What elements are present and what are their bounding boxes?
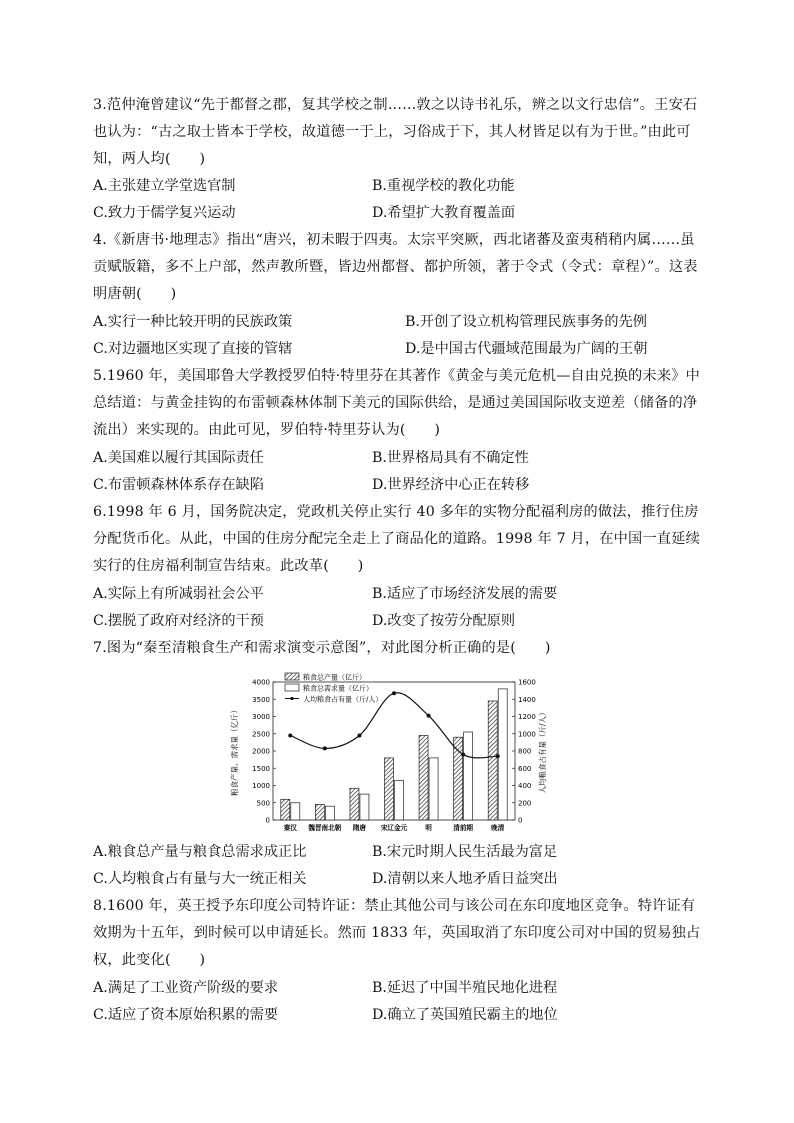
question-6-option-c[interactable]: C.摆脱了政府对经济的干预: [93, 613, 264, 629]
question-7-option-a[interactable]: A.粮食总产量与粮食总需求成正比: [93, 844, 307, 860]
question-3-option-c[interactable]: C.致力于儒学复兴运动: [93, 205, 236, 221]
y-tick-label-left: 3500: [252, 695, 270, 704]
question-3-option-a[interactable]: A.主张建立学堂选官制: [93, 178, 236, 194]
question-8-stem: 8.1600 年，英王授予东印度公司特许证：禁止其他公司与该公司在东印度地区竞争。特许证有效期为十五年，到时候可以申请延长。然而 1833 年，英国取消了东印度公司对中国的贸易独占权，此变化( ): [93, 898, 701, 968]
y-tick-label-left: 1000: [252, 782, 270, 790]
bar-demand: [325, 806, 334, 820]
y-tick-label-left: 500: [256, 799, 270, 808]
question-7-option-d[interactable]: D.清朝以来人地矛盾日益突出: [372, 871, 558, 887]
question-7-stem: 7.图为“秦至清粮食生产和需求演变示意图”，对此图分析正确的是( ): [93, 640, 551, 656]
bar-production: [350, 788, 359, 820]
x-tick-label: 晚清: [491, 824, 505, 832]
question-5-option-b[interactable]: B.世界格局具有不确定性: [372, 450, 529, 466]
bar-demand: [429, 758, 438, 820]
per-capita-point: [323, 746, 327, 750]
y-tick-label-left: 4000: [252, 678, 270, 687]
y-tick-label-left: 3000: [252, 713, 270, 721]
question-6-option-b[interactable]: B.适应了市场经济发展的需要: [372, 586, 558, 602]
bar-production: [419, 735, 428, 820]
question-4-option-d[interactable]: D.是中国古代疆域范围最为广阔的王朝: [405, 341, 648, 357]
x-tick-label: 魏晋南北朝: [308, 824, 342, 832]
legend-label-per-capita: 人均粮食占有量（斤/人）: [303, 695, 383, 704]
y-tick-label-right: 1200: [518, 713, 536, 721]
x-tick-label: 秦汉: [283, 824, 297, 832]
bar-production: [385, 758, 394, 820]
y-tick-label-right: 1600: [518, 678, 536, 687]
bar-demand: [395, 780, 404, 820]
per-capita-point: [427, 714, 431, 718]
y-tick-label-right: 800: [518, 747, 532, 756]
question-6-option-d[interactable]: D.改变了按劳分配原则: [372, 613, 516, 629]
legend-label-production: 粮食总产量（亿斤）: [303, 673, 366, 682]
grain-chart: [225, 668, 560, 838]
question-7-option-c[interactable]: C.人均粮食占有量与大一统正相关: [93, 871, 307, 887]
question-4-option-c[interactable]: C.对边疆地区实现了直接的管辖: [93, 341, 293, 357]
per-capita-point: [288, 733, 292, 737]
question-8-option-b[interactable]: B.延迟了中国半殖民地化进程: [372, 980, 558, 996]
y-tick-label-right: 400: [518, 782, 532, 790]
question-4-option-a[interactable]: A.实行一种比较开明的民族政策: [93, 314, 293, 330]
question-6-stem: 6.1998 年 6 月，国务院决定，党政机关停止实行 40 多年的实物分配福利房的做法，推行住房分配货币化。从此，中国的住房分配完全走上了商品化的道路。1998 年 7 月，在中国一直延续实行的住房福利制宣告结束。此改革( ): [93, 504, 700, 574]
legend-swatch-demand: [285, 684, 299, 691]
y-tick-label-left: 2000: [252, 747, 270, 756]
bar-demand: [291, 803, 300, 820]
question-5-option-d[interactable]: D.世界经济中心正在转移: [372, 477, 530, 493]
bar-production: [315, 804, 324, 820]
question-5-option-c[interactable]: C.布雷顿森林体系存在缺陷: [93, 477, 264, 493]
x-tick-label: 宋辽金元: [380, 824, 408, 832]
y-axis-label-right: 人均粮食占有量（斤/人）: [538, 708, 547, 794]
question-8-option-c[interactable]: C.适应了资本原始积累的需要: [93, 1007, 279, 1023]
bar-demand: [360, 794, 369, 820]
bar-production: [454, 737, 463, 820]
y-tick-label-right: 1000: [518, 730, 536, 739]
bar-production: [488, 701, 497, 820]
y-axis-label-left: 粮食产量、需求量（亿斤）: [230, 706, 239, 796]
legend-label-demand: 粮食总需求量（亿斤）: [303, 684, 373, 693]
y-tick-label-right: 600: [518, 764, 532, 773]
question-4-option-b[interactable]: B.开创了设立机构管理民族事务的先例: [405, 314, 647, 330]
y-tick-label-left: 0: [265, 816, 270, 825]
question-8-option-a[interactable]: A.满足了工业资产阶级的要求: [93, 980, 279, 996]
bar-demand: [498, 689, 507, 820]
y-tick-label-right: 0: [518, 816, 523, 825]
question-3-stem: 3.范仲淹曾建议“先于都督之郡，复其学校之制……敦之以诗书礼乐，辨之以文行忠信”。王安石也认为：“古之取士皆本于学校，故道德一于上，习俗成于下，其人材皆足以有为于世。”由此可知，两人均( ): [93, 97, 698, 167]
bar-production: [281, 799, 290, 820]
legend-swatch-per-capita-dot: [290, 697, 293, 700]
question-6-option-a[interactable]: A.实际上有所减弱社会公平: [93, 586, 264, 602]
question-7-option-b[interactable]: B.宋元时期人民生活最为富足: [372, 844, 558, 860]
question-3-option-b[interactable]: B.重视学校的教化功能: [372, 178, 515, 194]
bar-demand: [464, 732, 473, 820]
legend-swatch-production: [285, 673, 299, 680]
x-tick-label: 清前期: [453, 824, 474, 832]
per-capita-point: [461, 752, 465, 756]
x-tick-label: 隋唐: [352, 824, 367, 832]
y-tick-label-left: 2500: [252, 730, 270, 739]
question-3-option-d[interactable]: D.希望扩大教育覆盖面: [372, 205, 516, 221]
per-capita-point: [357, 733, 361, 737]
y-tick-label-left: 1500: [252, 764, 270, 773]
question-5-option-a[interactable]: A.美国难以履行其国际责任: [93, 450, 264, 466]
x-tick-label: 明: [425, 824, 432, 832]
y-tick-label-right: 1400: [518, 695, 536, 704]
per-capita-point: [392, 691, 396, 695]
question-4-stem: 4.《新唐书·地理志》指出“唐兴，初未暇于四夷。太宗平突厥，西北诸蕃及蛮夷稍稍内属……虽贡赋版籍，多不上户部，然声教所暨，皆边州都督、都护所领，著于令式（令式：章程）”。这表明唐朝( ): [93, 232, 698, 302]
chart-legend: [285, 673, 382, 704]
per-capita-point: [496, 754, 500, 758]
question-5-stem: 5.1960 年，美国耶鲁大学教授罗伯特·特里芬在其著作《黄金与美元危机—自由兑换的未来》中总结道：与黄金挂钩的布雷顿森林体制下美元的国际供给，是通过美国国际收支逆差（储备的净流出）来实现的。由此可见，罗伯特·特里芬认为( ): [93, 368, 700, 438]
question-8-option-d[interactable]: D.确立了英国殖民霸主的地位: [372, 1007, 558, 1023]
y-tick-label-right: 200: [518, 799, 532, 808]
